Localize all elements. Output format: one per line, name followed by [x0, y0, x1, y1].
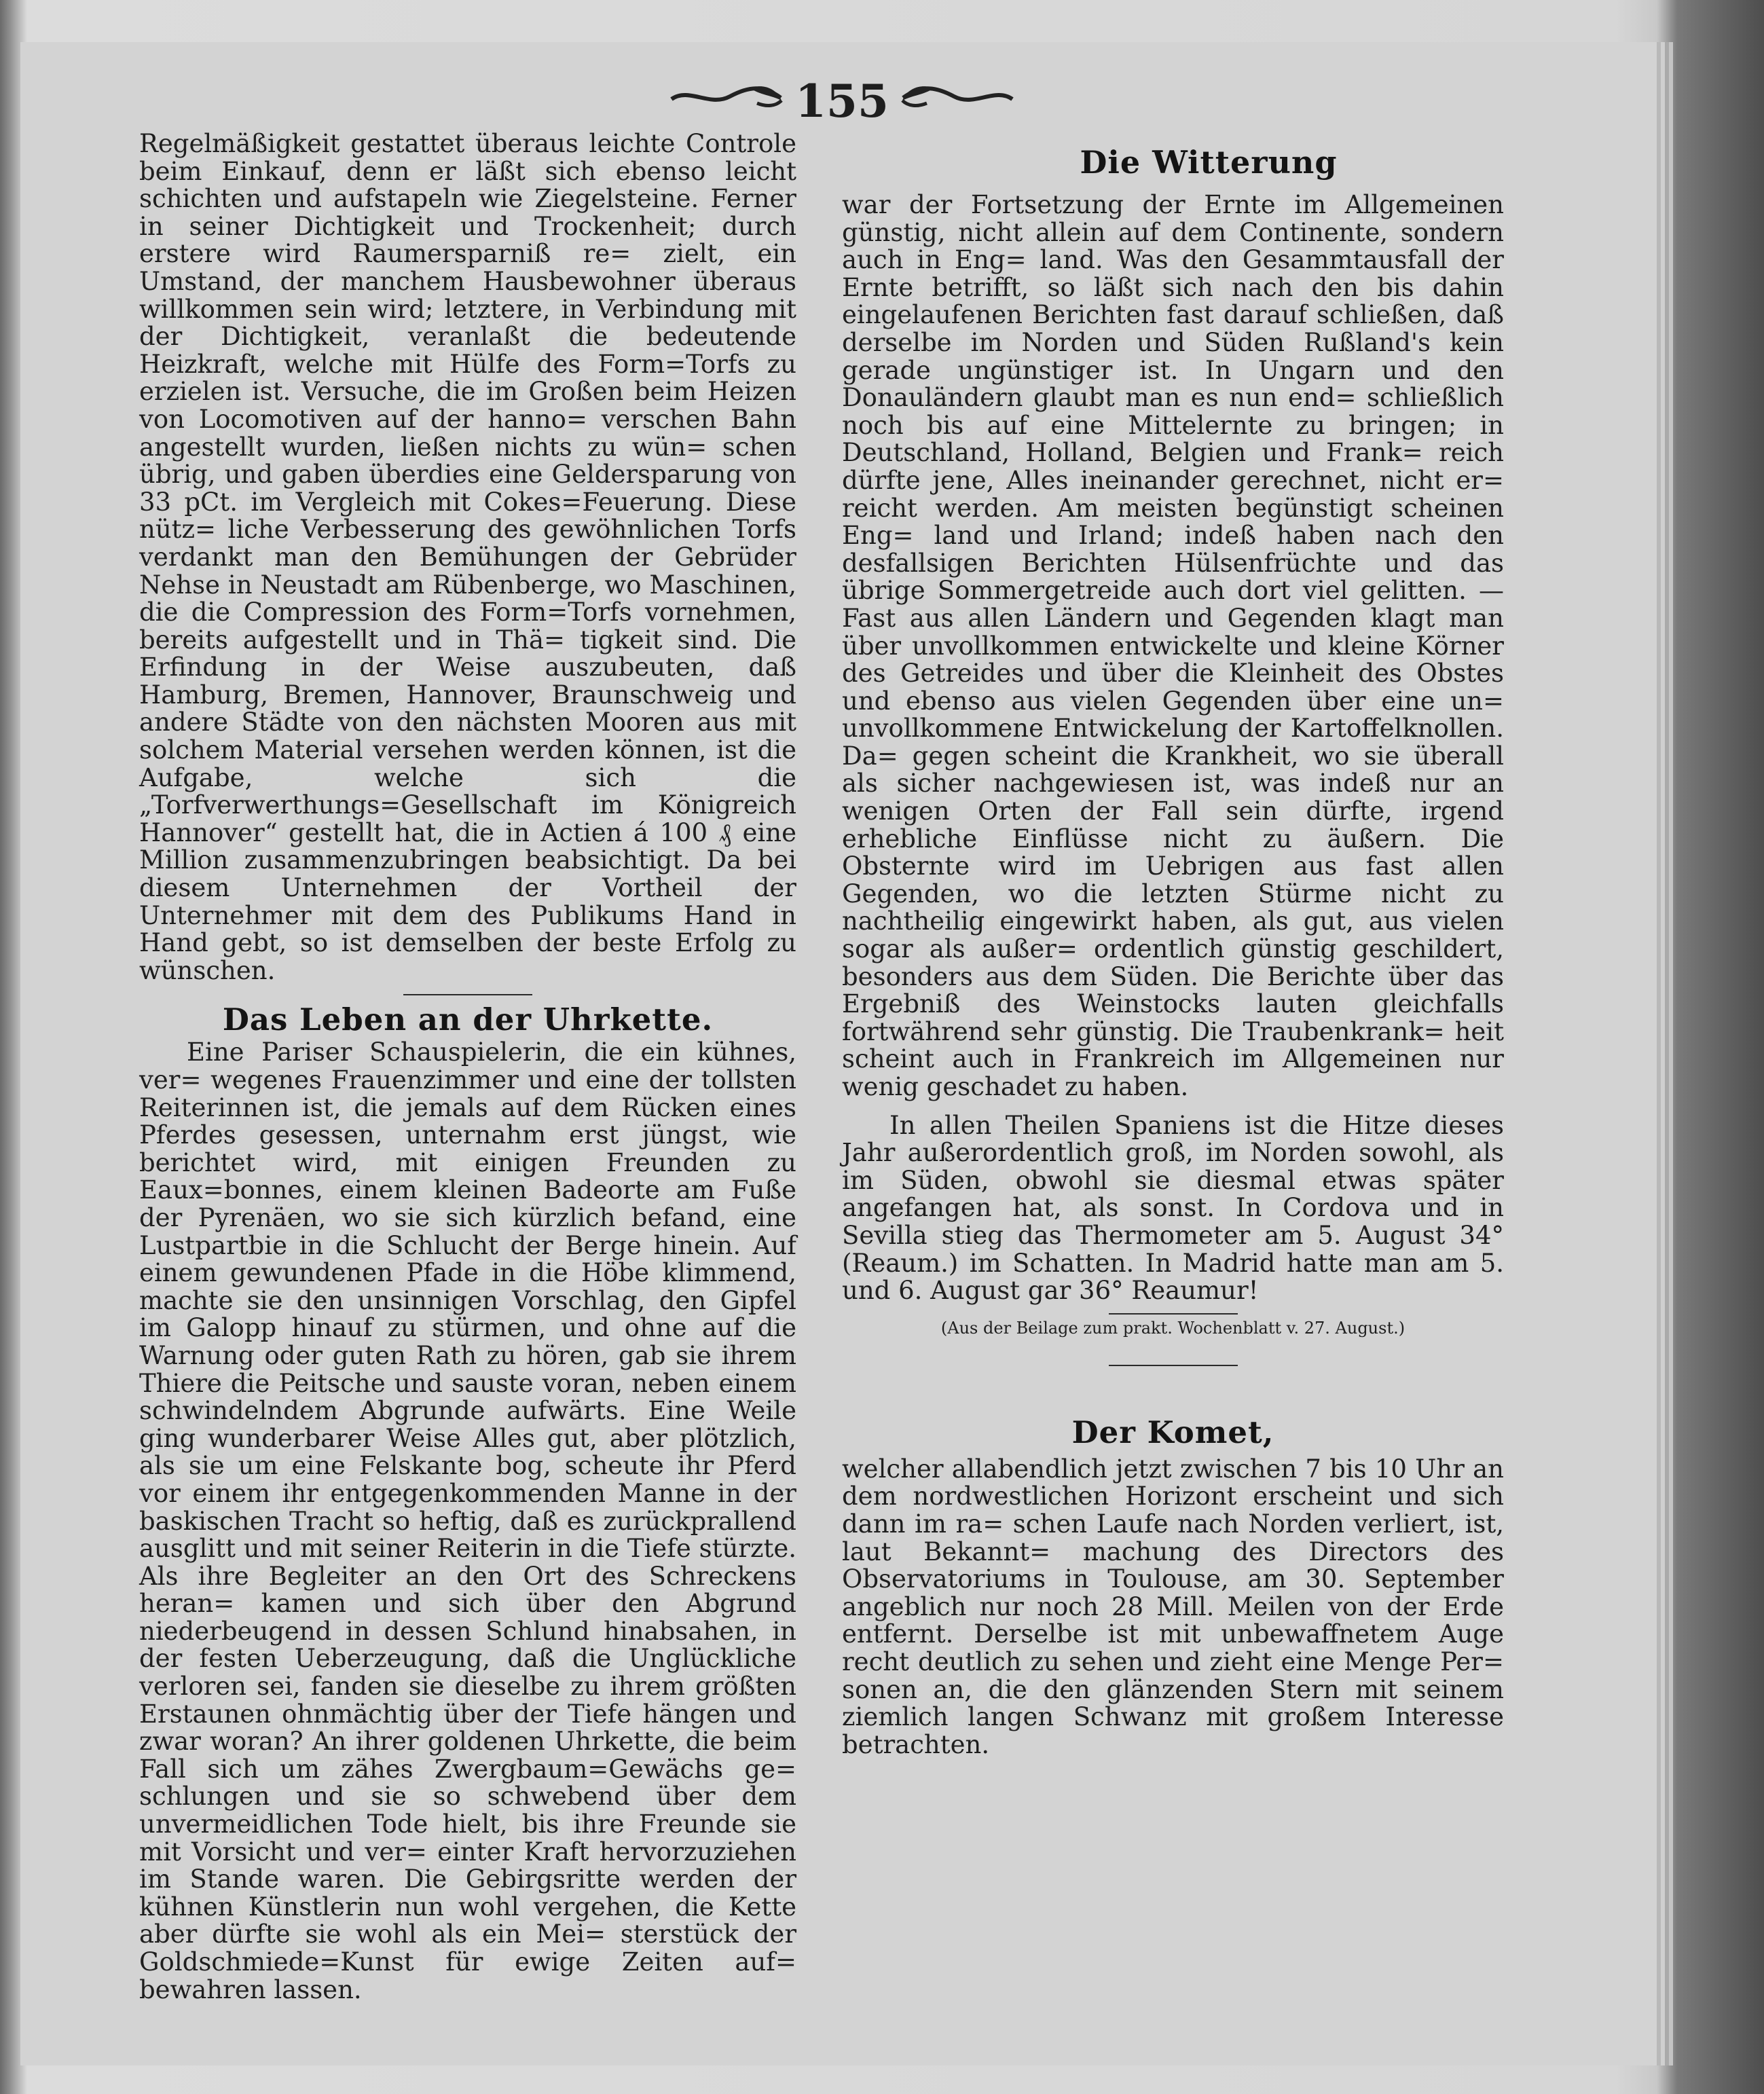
paragraph-spanien: In allen Theilen Spaniens ist die Hitze dieses Jahr außerordentlich groß, im Norden sowohl, als im Süden, obwohl sie diesmal etwas später angefangen hat, als sonst. In Cordova und in Sevilla stieg das Thermometer am 5. August 34° (Reaum.) im Schatten. In Madrid hatte man am 5. und 6. August gar 36° Reaumur!	[842, 1110, 1504, 1306]
heading-witterung: Die Witterung	[1080, 144, 1338, 181]
heading-komet: Der Komet,	[1071, 1414, 1274, 1450]
paragraph-komet: welcher allabendlich jetzt zwischen 7 bis 10 Uhr an dem nordwestlichen Horizont erscheint und sich dann im ra= schen Laufe nach Norden verliert, ist, laut Bekannt= machung des Directors des Observatoriums in Toulouse, am 30. September angeblich nur noch 28 Mill. Meilen von der Erde entfernt. Derselbe ist mit unbewaffnetem Auge recht deutlich zu sehen und zieht eine Menge Per= sonen an, die den glänzenden Stern mit seinem ziemlich langen Schwanz mit großem Interesse betrachten.	[842, 1454, 1504, 1759]
divider	[403, 994, 532, 995]
paragraph-witterung: war der Fortsetzung der Ernte im Allgemeinen günstig, nicht allein auf dem Continente, sondern auch in Eng= land. Was den Gesammtausfall der Ernte betrifft, so läßt sich nach den bis dahin eingelaufenen Berichten fast darauf schließen, daß derselbe im Norden und Süden Rußland's kein gerade ungünstiger ist. In Ungarn und den Donauländern glaubt man es nun end= schließlich noch bis auf eine Mittelernte zu bringen; in Deutschland, Holland, Belgien und Frank= reich dürfte jene, Alles ineinander gerechnet, nicht er= reicht werden. Am meisten begünstigt scheinen Eng= land und Irland; indeß haben nach den desfallsigen Berichten Hülsenfrüchte und das übrige Sommergetreide auch dort viel gelitten. — Fast aus allen Ländern und Gegenden klagt man über unvollkommen entwickelte und kleine Körner des Getreides und über die Kleinheit des Obstes und ebenso aus vielen Gegenden über eine un= unvollkommene Entwickelung der Kartoffelknollen. Da= gegen scheint die Krankheit, wo sie überall als sicher nachgewiesen ist, was indeß nur an wenigen Orten der Fall sein dürfte, irgend erhebliche Einflüsse nicht zu äußern. Die Obsternte wird im Uebrigen aus fast allen Gegenden, wo die letzten Stürme nicht zu nachtheilig eingewirkt haben, als gut, aus vielen sogar als außer= ordentlich günstig geschildert, besonders aus dem Süden. Die Berichte über das Ergebniß des Weinstocks lauten gleichfalls fortwährend sehr günstig. Die Traubenkrank= heit scheint auch in Frankreich im Allgemeinen nur wenig geschadet zu haben.	[842, 190, 1504, 1101]
ornament-left-icon	[669, 80, 784, 113]
divider	[1109, 1365, 1238, 1366]
paragraph-uhrkette: Eine Pariser Schauspielerin, die ein kühnes, ver= wegenes Frauenzimmer und eine der tollsten Reiterinnen ist, die jemals auf dem Rücken eines Pferdes gesessen, unternahm erst jüngst, wie berichtet wird, mit einigen Freunden zu Eaux=bonnes, einem kleinen Badeorte am Fuße der Pyrenäen, wo sie sich kürzlich befand, eine Lustpartbie in die Schlucht der Berge hinein. Auf einem gewundenen Pfade in die Höbe klimmend, machte sie den unsinnigen Vorschlag, den Gipfel im Galopp hinauf zu stürmen, und ohne auf die Warnung oder guten Rath zu hören, gab sie ihrem Thiere die Peitsche und sauste voran, neben einem schwindelndem Abgrunde aufwärts. Eine Weile ging wunderbarer Weise Alles gut, aber plötzlich, als sie um eine Felskante bog, scheute ihr Pferd vor einem ihr entgegenkommenden Manne in der baskischen Tracht so heftig, daß es zurückprallend ausglitt und mit seiner Reiterin in die Tiefe stürzte. Als ihre Begleiter an den Ort des Schreckens heran= kamen und sich über den Abgrund niederbeugend in dessen Schlund hinabsahen, in der festen Ueberzeugung, daß die Unglückliche verloren sei, fanden sie dieselbe zu ihrem größten Erstaunen ohnmächtig über der Tiefe hängen und zwar woran? An ihrer goldenen Uhrkette, die beim Fall sich um zähes Zwergbaum=Gewächs ge= schlungen und sie so schwebend über dem unvermeidlichen Tode hielt, bis ihre Freunde sie mit Vorsicht und ver= einter Kraft hervorzuziehen im Stande waren. Die Gebirgsritte werden der kühnen Künstlerin nun wohl vergehen, die Kette aber dürfte sie wohl als ein Mei= sterstück der Goldschmiede=Kunst für ewige Zeiten auf= bewahren lassen.	[139, 1037, 796, 2004]
left-column	[139, 130, 796, 2004]
attribution: (Aus der Beilage zum prakt. Wochenblatt v. 27. August.)	[940, 1318, 1405, 1338]
ornament-right-icon	[900, 80, 1015, 113]
heading-uhrkette: Das Leben an der Uhrkette.	[222, 1002, 714, 1038]
page-number: 155	[795, 75, 889, 128]
right-column	[842, 191, 1504, 1759]
paragraph-torf: Regelmäßigkeit gestattet überaus leichte Controle beim Einkauf, denn er läßt sich ebenso leicht schichten und aufstapeln wie Ziegelsteine. Ferner in seiner Dichtigkeit und Trockenheit; durch erstere wird Raumersparniß re= zielt, ein Umstand, der manchem Hausbewohner überaus willkommen sein wird; letztere, in Verbindung mit der Dichtigkeit, veranlaßt die bedeutende Heizkraft, welche mit Hülfe des Form=Torfs zu erzielen ist. Versuche, die im Großen beim Heizen von Locomotiven auf der hanno= verschen Bahn angestellt wurden, ließen nichts zu wün= schen übrig, und gaben überdies eine Geldersparung von 33 pCt. im Vergleich mit Cokes=Feuerung. Diese nütz= liche Verbesserung des gewöhnlichen Torfs verdankt man den Bemühungen der Gebrüder Nehse in Neustadt am Rübenberge, wo Maschinen, die die Compression des Form=Torfs vornehmen, bereits aufgestellt und in Thä= tigkeit sind. Die Erfindung in der Weise auszubeuten, daß Hamburg, Bremen, Hannover, Braunschweig und andere Städte von den nächsten Mooren aus mit solchem Material versehen werden können, ist die Aufgabe, welche sich die „Torfverwerthungs=Gesellschaft im Königreich Hannover“ gestellt hat, die in Actien á 100 ₰ eine Million zusammenzubringen beabsichtigt. Da bei diesem Unternehmen der Vortheil der Unternehmer mit dem des Publikums Hand in Hand gebt, so ist demselben der beste Erfolg zu wünschen.	[139, 129, 796, 985]
